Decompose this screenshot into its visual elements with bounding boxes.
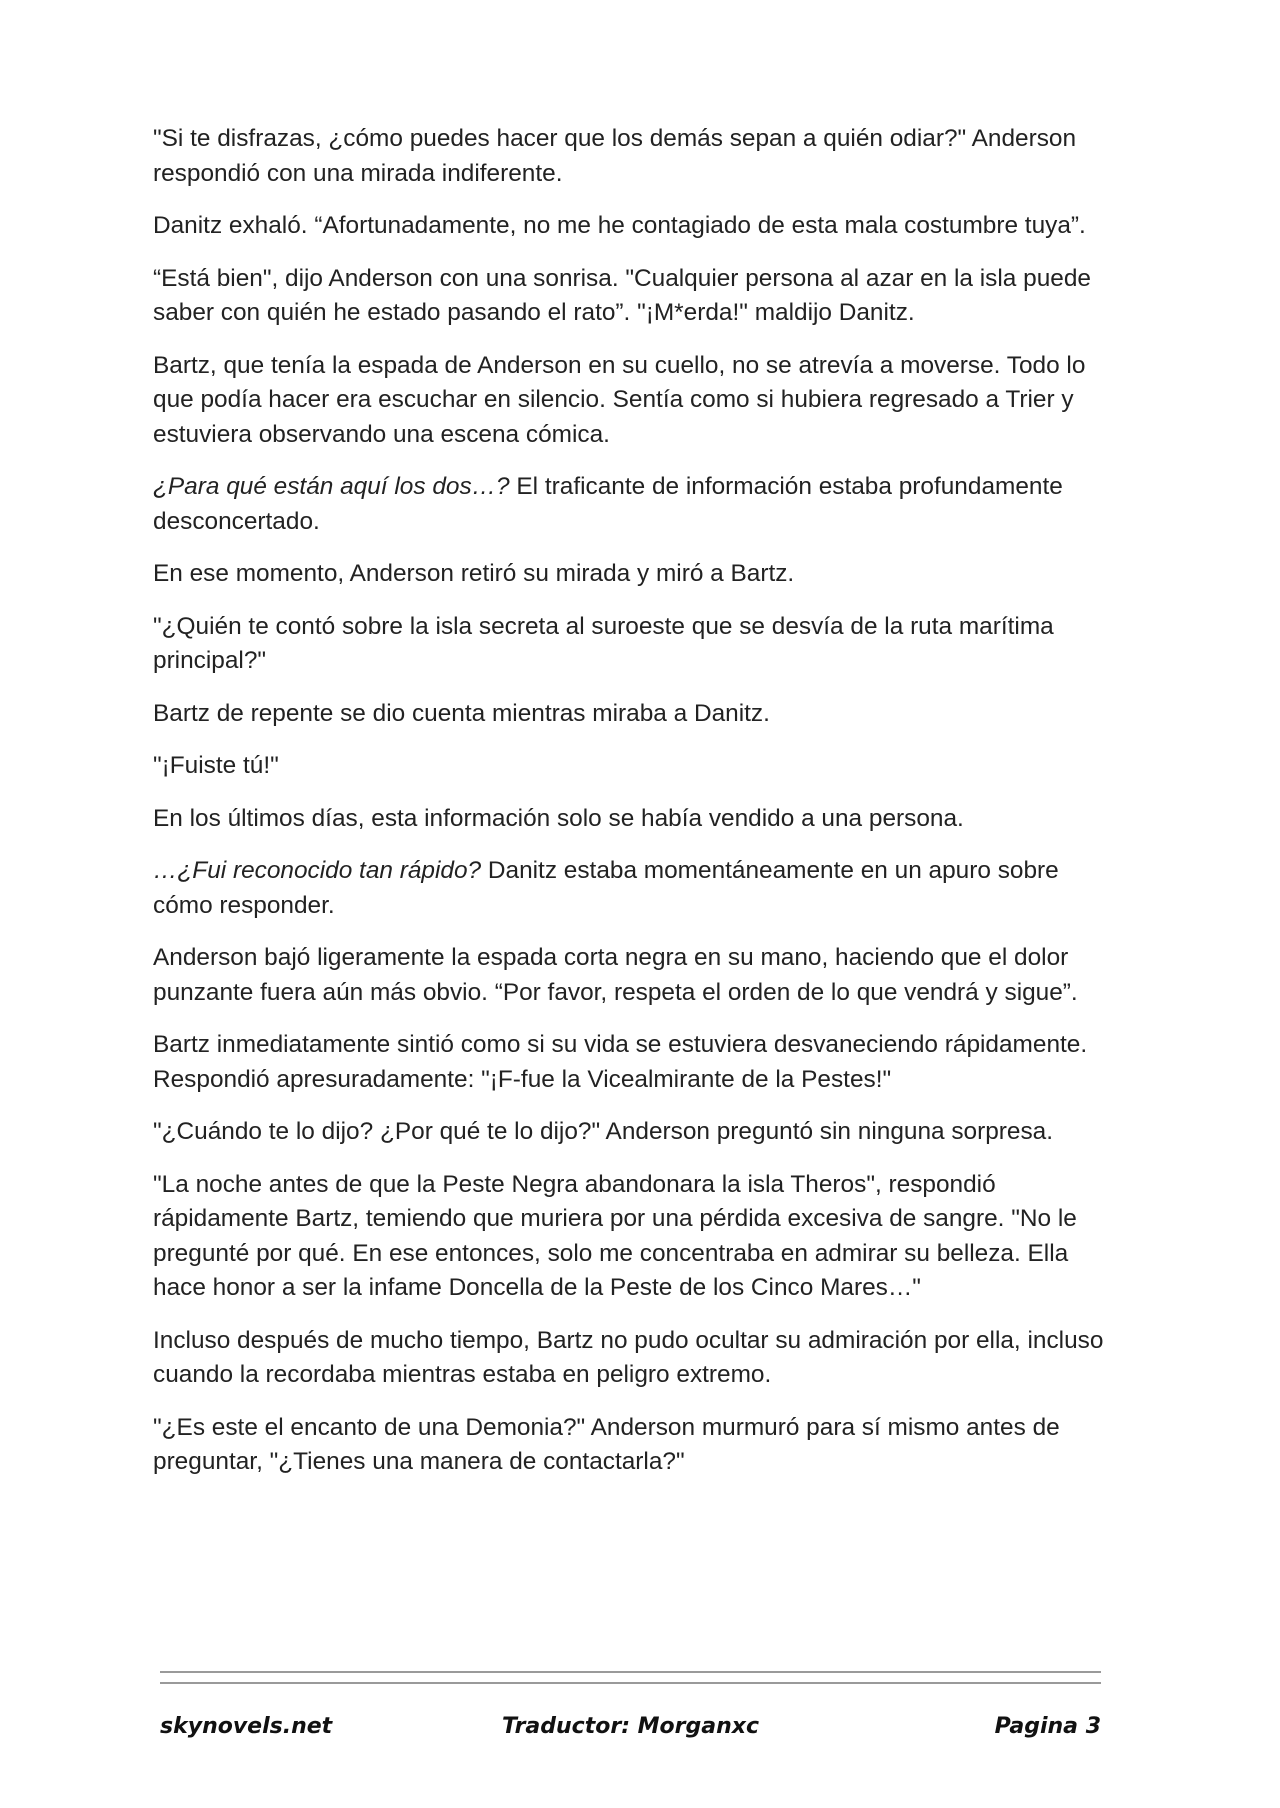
paragraph-italic-text: ¿Para qué están aquí los dos…? (153, 473, 510, 500)
paragraph-text: Bartz inmediatamente sintió como si su vida se estuviera desvaneciendo rápidamente. Respondió apresuradamente: "¡F-fue la Vicealmirante de la Pestes!" (153, 1031, 1088, 1093)
footer-site: skynovels.net (160, 1714, 333, 1739)
paragraph (153, 697, 1113, 732)
paragraph-text: En los últimos días, esta información solo se había vendido a una persona. (153, 804, 964, 832)
page-footer (160, 1714, 1101, 1748)
paragraph (153, 749, 1113, 784)
paragraph-italic-text: …¿Fui reconocido tan rápido? (153, 857, 482, 884)
paragraph-text: Anderson bajó ligeramente la espada corta negra en su mano, haciendo que el dolor punzante fuera aún más obvio. “Por favor, respeta el orden de lo que vendrá y sigue”. (153, 944, 1078, 1006)
paragraph (153, 854, 1113, 923)
footer-translator: Traductor: Morganxc (501, 1714, 760, 1739)
paragraph (153, 610, 1113, 679)
body-text (153, 122, 1113, 1498)
paragraph-text: Danitz exhaló. “Afortunadamente, no me he contagiado de esta mala costumbre tuya”. (153, 212, 1086, 239)
paragraph-text: “Está bien", dijo Anderson con una sonrisa. "Cualquier persona al azar en la isla puede saber con quién he estado pasando el rato”. "¡M*erda!" maldijo Danitz. (153, 264, 1091, 326)
footer-page-number: Pagina 3 (994, 1714, 1101, 1739)
paragraph (153, 209, 1113, 244)
paragraph-text: "La noche antes de que la Peste Negra abandonara la isla Theros", respondió rápidamente Bartz, temiendo que muriera por una pérdida excesiva de sangre. "No le pregunté por qué. En ese entonces, solo me concentraba en admirar su belleza. Ella hace honor a ser la infame Doncella de la Peste de los Cinco Mares…" (153, 1170, 1077, 1301)
paragraph (153, 1324, 1113, 1393)
paragraph-text: Danitz estaba momentáneamente en un apuro sobre cómo responder. (153, 857, 1059, 919)
paragraph (153, 557, 1113, 592)
paragraph (153, 262, 1113, 331)
paragraph-text: Incluso después de mucho tiempo, Bartz no pudo ocultar su admiración por ella, incluso cuando la recordaba mientras estaba en peligro extremo. (153, 1326, 1104, 1388)
paragraph-text: "¿Cuándo te lo dijo? ¿Por qué te lo dijo?" Anderson preguntó sin ninguna sorpresa. (153, 1118, 1054, 1145)
paragraph (153, 802, 1113, 837)
paragraph (153, 941, 1113, 1010)
footer-divider-top (160, 1671, 1101, 1673)
paragraph-text: Bartz de repente se dio cuenta mientras miraba a Danitz. (153, 699, 770, 727)
paragraph (153, 1411, 1113, 1480)
paragraph (153, 349, 1113, 453)
paragraph (153, 1168, 1113, 1306)
paragraph (153, 122, 1113, 191)
paragraph-text: "Si te disfrazas, ¿cómo puedes hacer que los demás sepan a quién odiar?" Anderson respondió con una mirada indiferente. (153, 125, 1077, 187)
paragraph-text: El traficante de información estaba profundamente desconcertado. (153, 473, 1063, 535)
paragraph-text: En ese momento, Anderson retiró su mirada y miró a Bartz. (153, 560, 795, 587)
paragraph (153, 1028, 1113, 1097)
paragraph-text: Bartz, que tenía la espada de Anderson en su cuello, no se atrevía a moverse. Todo lo que podía hacer era escuchar en silencio. Sentía como si hubiera regresado a Trier y estuviera observando una escena cómica. (153, 351, 1086, 448)
paragraph (153, 1115, 1113, 1150)
paragraph-text: "¿Quién te contó sobre la isla secreta al suroeste que se desvía de la ruta marítima principal?" (153, 612, 1054, 674)
footer-divider-bottom (160, 1682, 1101, 1684)
paragraph (153, 470, 1113, 539)
paragraph-text: "¿Es este el encanto de una Demonia?" Anderson murmuró para sí mismo antes de preguntar, "¿Tienes una manera de contactarla?" (153, 1413, 1060, 1475)
paragraph-text: "¡Fuiste tú!" (153, 752, 279, 779)
